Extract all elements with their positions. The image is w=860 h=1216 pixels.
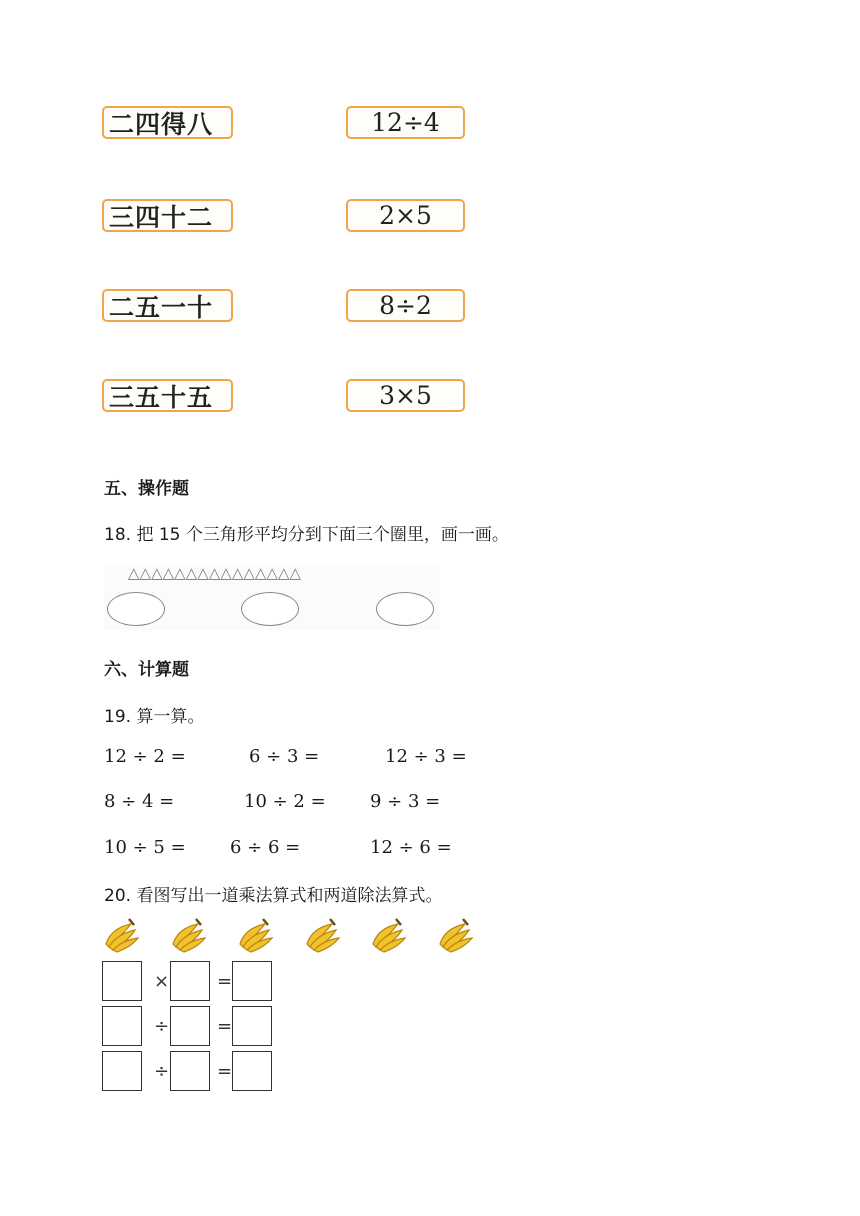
answer-box-3-2[interactable] <box>170 1051 210 1091</box>
question-19: 19. 算一算。 <box>104 707 205 727</box>
answer-box-1-1[interactable] <box>102 961 142 1001</box>
circle-3[interactable] <box>376 592 434 626</box>
card-3-times-5[interactable]: 3×5 <box>346 379 465 412</box>
calc-2-1: 8 ÷ 4 = <box>104 791 175 812</box>
calc-3-3: 12 ÷ 6 = <box>370 837 452 858</box>
answer-box-1-3[interactable] <box>232 961 272 1001</box>
equals-sign: = <box>217 1061 233 1082</box>
divide-operator: ÷ <box>154 1016 170 1037</box>
card-8-div-2[interactable]: 8÷2 <box>346 289 465 322</box>
banana-icon <box>168 914 208 954</box>
divide-operator: ÷ <box>154 1061 170 1082</box>
answer-box-1-2[interactable] <box>170 961 210 1001</box>
circle-1[interactable] <box>107 592 165 626</box>
banana-icon <box>235 914 275 954</box>
question-18: 18. 把 15 个三角形平均分到下面三个圈里，画一画。 <box>104 525 509 545</box>
answer-box-2-3[interactable] <box>232 1006 272 1046</box>
equals-sign: = <box>217 1016 233 1037</box>
banana-icon <box>368 914 408 954</box>
circle-2[interactable] <box>241 592 299 626</box>
answer-box-2-1[interactable] <box>102 1006 142 1046</box>
calc-1-2: 6 ÷ 3 = <box>249 746 320 767</box>
section-5-heading: 五、操作题 <box>104 479 189 499</box>
triangle-row: △△△△△△△△△△△△△△△ <box>128 564 302 582</box>
card-san-wu-shi-wu[interactable]: 三五十五 <box>102 379 233 412</box>
card-2-times-5[interactable]: 2×5 <box>346 199 465 232</box>
answer-box-3-1[interactable] <box>102 1051 142 1091</box>
banana-icon <box>101 914 141 954</box>
card-er-wu-yi-shi[interactable]: 二五一十 <box>102 289 233 322</box>
section-6-heading: 六、计算题 <box>104 660 189 680</box>
banana-icon <box>302 914 342 954</box>
card-er-si-de-ba[interactable]: 二四得八 <box>102 106 233 139</box>
card-12-div-4[interactable]: 12÷4 <box>346 106 465 139</box>
question-20: 20. 看图写出一道乘法算式和两道除法算式。 <box>104 886 443 906</box>
calc-3-1: 10 ÷ 5 = <box>104 837 186 858</box>
times-operator: × <box>154 971 170 992</box>
calc-2-3: 9 ÷ 3 = <box>370 791 441 812</box>
answer-box-2-2[interactable] <box>170 1006 210 1046</box>
calc-1-1: 12 ÷ 2 = <box>104 746 186 767</box>
calc-3-2: 6 ÷ 6 = <box>230 837 301 858</box>
banana-icon <box>435 914 475 954</box>
calc-1-3: 12 ÷ 3 = <box>385 746 467 767</box>
card-san-si-shi-er[interactable]: 三四十二 <box>102 199 233 232</box>
answer-box-3-3[interactable] <box>232 1051 272 1091</box>
calc-2-2: 10 ÷ 2 = <box>244 791 326 812</box>
equals-sign: = <box>217 971 233 992</box>
